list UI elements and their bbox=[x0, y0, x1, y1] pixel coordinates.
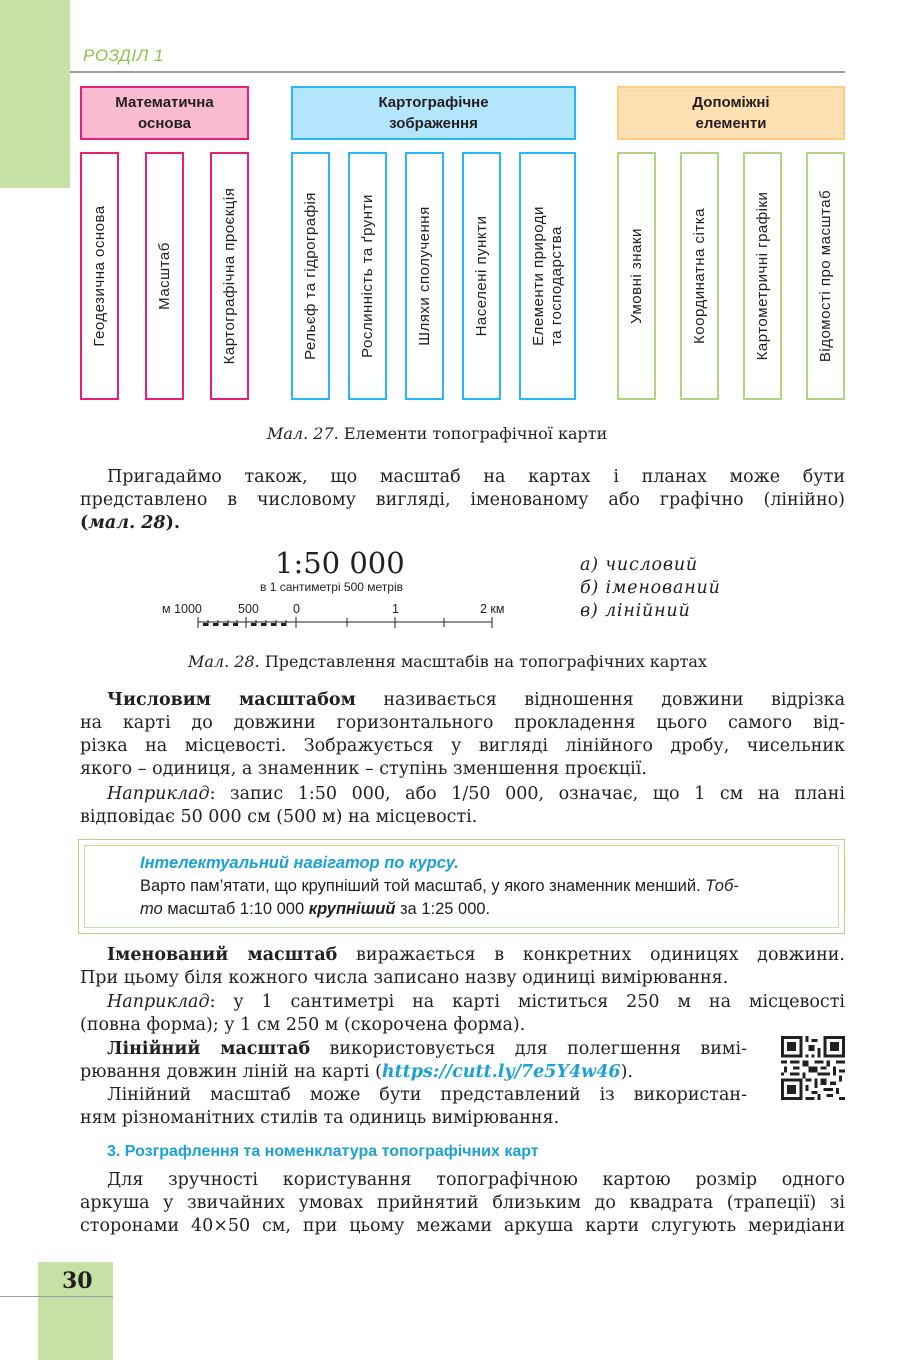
text: аркуша у звичайних умовах прийнятий близьким до квадрата (трапеції) зі bbox=[80, 1193, 845, 1213]
item-label: Картографічна проєкція bbox=[220, 187, 238, 365]
figure-ref: мал. 28 bbox=[88, 513, 166, 533]
item-label: Картометричні графіки bbox=[753, 191, 771, 361]
para4-line2 bbox=[80, 1193, 845, 1213]
example-label: Наприклад bbox=[107, 784, 210, 804]
text: різка на місцевості. Зображується у вигляді лінійного дробу, чисельник bbox=[80, 736, 845, 756]
named-scale: в 1 сантиметрі 500 метрів bbox=[260, 580, 404, 594]
text: Пригадаймо також, що масштаб на картах і планах може бути bbox=[107, 467, 845, 487]
item-label: Відомості про масштаб bbox=[816, 189, 834, 363]
group-header-math bbox=[80, 86, 249, 140]
text: використовується для полегшення вимі- bbox=[310, 1039, 748, 1059]
group-title-line: Допоміжні bbox=[692, 94, 770, 111]
term: Лінійний масштаб bbox=[107, 1039, 311, 1059]
text: виражається в конкретних одиницях довжини. bbox=[337, 945, 845, 965]
text: сторонами 40×50 см, при цьому межами аркуша карти слугують меридіани bbox=[80, 1216, 845, 1236]
scale-kind-named: б) іменований bbox=[580, 578, 721, 598]
numeric-scale: 1:50 000 bbox=[275, 546, 405, 580]
text: Тоб- bbox=[705, 877, 739, 895]
text: ). bbox=[620, 1062, 633, 1082]
para2-line5 bbox=[107, 784, 845, 804]
text: представлено в числовому вигляді, іменованому або графічно (лінійно) bbox=[80, 490, 845, 510]
item-label: Шляхи сполучення bbox=[415, 206, 433, 346]
linear-scale-bar bbox=[195, 614, 500, 630]
figure-text: Елементи топографічної карти bbox=[338, 424, 608, 443]
navigator-line1 bbox=[140, 877, 739, 896]
text: При цьому біля кожного числа записано назву одиниці вимірювання. bbox=[80, 968, 729, 988]
para2-line2 bbox=[80, 713, 845, 733]
item-label: Рослинність та ґрунти bbox=[358, 194, 376, 358]
text: Лінійний масштаб може бути представлений із використан- bbox=[107, 1085, 747, 1105]
para3-line8 bbox=[80, 1108, 845, 1128]
item-label: Рельєф та гідрографія bbox=[301, 192, 319, 360]
item-legend-signs bbox=[617, 152, 656, 400]
para3-line6 bbox=[80, 1062, 747, 1082]
item-grid bbox=[680, 152, 719, 400]
emphasis: крупніший bbox=[308, 900, 396, 918]
para1-line1 bbox=[107, 467, 845, 487]
text: масштаб 1:10 000 bbox=[162, 900, 309, 918]
text: називається відношення довжини відрізка bbox=[355, 690, 845, 710]
text: ). bbox=[165, 513, 180, 533]
para2-line3 bbox=[80, 736, 845, 756]
text: якого – одиниця, а знаменник – ступінь зменшення проєкції. bbox=[80, 759, 647, 779]
chapter-tab bbox=[0, 0, 70, 188]
text: за 1:25 000. bbox=[395, 900, 491, 918]
term: Іменований масштаб bbox=[107, 945, 338, 965]
text: на карті до довжини горизонтального прокладення цього самого від- bbox=[80, 713, 845, 733]
text: (повна форма); у 1 см 250 м (скорочена форма). bbox=[80, 1015, 526, 1035]
text: : у 1 сантиметрі на карті міститься 250 м на місцевості bbox=[209, 992, 845, 1012]
resource-link[interactable]: https://cutt.ly/7e5Y4w46 bbox=[381, 1062, 621, 1082]
scale-tick-label: м 1000 bbox=[162, 602, 202, 616]
figure-label: Мал. 28. bbox=[188, 652, 260, 671]
scale-tick-label: 0 bbox=[293, 602, 300, 616]
item-scale-info bbox=[806, 152, 845, 400]
footer-rule bbox=[0, 1296, 113, 1297]
header-rule bbox=[70, 71, 845, 73]
section-3-heading: 3. Розграфлення та номенклатура топографічних карт bbox=[107, 1143, 539, 1160]
text: то bbox=[140, 900, 163, 918]
item-routes bbox=[405, 152, 444, 400]
group-title-line: елементи bbox=[695, 115, 767, 132]
group-title-line: основа bbox=[138, 115, 191, 132]
section-label: РОЗДІЛ 1 bbox=[83, 46, 164, 65]
figure-label: Мал. 27. bbox=[267, 424, 339, 443]
item-label-two-line bbox=[530, 206, 566, 346]
example-label: Наприклад bbox=[107, 992, 210, 1012]
para2-line6 bbox=[80, 807, 845, 827]
figure-text: Представлення масштабів на топографічних картах bbox=[259, 652, 707, 671]
para2-line4 bbox=[80, 759, 845, 779]
text: Для зручності користування топографічною картою розмір одного bbox=[107, 1170, 845, 1190]
item-relief bbox=[291, 152, 330, 400]
para3-line3 bbox=[107, 992, 845, 1012]
term: Числовим масштабом bbox=[107, 690, 356, 710]
item-label: та господарства bbox=[547, 226, 565, 346]
group-header-aux bbox=[617, 86, 845, 140]
text: рювання довжин ліній на карті ( bbox=[80, 1062, 382, 1082]
para1-line3 bbox=[80, 513, 845, 533]
item-vegetation bbox=[348, 152, 387, 400]
scale-tick-label: 500 bbox=[238, 602, 259, 616]
group-title-line: Математична bbox=[115, 94, 214, 111]
item-label: Умовні знаки bbox=[627, 228, 645, 324]
text: : запис 1:50 000, або 1/50 000, означає, що 1 см на плані bbox=[209, 784, 845, 804]
para4-line1 bbox=[107, 1170, 845, 1190]
para3-line5 bbox=[107, 1039, 747, 1059]
group-header-carto bbox=[291, 86, 576, 140]
item-geodetic-basis bbox=[80, 152, 119, 400]
para3-line2 bbox=[80, 968, 845, 988]
item-scale bbox=[145, 152, 184, 400]
item-label: Координатна сітка bbox=[690, 208, 708, 344]
item-cartometric bbox=[743, 152, 782, 400]
para1-line2 bbox=[80, 490, 845, 510]
item-label: Масштаб bbox=[155, 242, 173, 310]
para3-line7 bbox=[107, 1085, 747, 1105]
text: ням різноманітних стилів та одиниць вимірювання. bbox=[80, 1108, 560, 1128]
scale-tick-label: 2 км bbox=[480, 602, 505, 616]
figure-28-caption bbox=[188, 652, 707, 671]
text: ( bbox=[80, 513, 89, 533]
page-number: 30 bbox=[62, 1268, 93, 1294]
text: Варто пам’ятати, що крупніший той масштаб, у якого знаменник менший. bbox=[140, 877, 706, 895]
para3-line1 bbox=[107, 945, 845, 965]
scale-kind-numeric: а) числовий bbox=[580, 555, 698, 575]
para4-line3 bbox=[80, 1216, 845, 1236]
item-label: Геодезична основа bbox=[90, 205, 108, 347]
navigator-title: Інтелектуальний навігатор по курсу. bbox=[140, 854, 459, 872]
scale-tick-label: 1 bbox=[392, 602, 399, 616]
scale-kind-linear: в) лінійний bbox=[580, 601, 691, 621]
text: відповідає 50 000 см (500 м) на місцевості. bbox=[80, 807, 478, 827]
item-label: Населені пункти bbox=[472, 215, 490, 337]
para3-line4 bbox=[80, 1015, 845, 1035]
navigator-line2 bbox=[140, 900, 490, 919]
group-title-line: Картографічне bbox=[378, 94, 489, 111]
item-settlements bbox=[462, 152, 501, 400]
item-nature-economy bbox=[519, 152, 576, 400]
para2-line1 bbox=[107, 690, 845, 710]
qr-code[interactable] bbox=[781, 1036, 845, 1100]
group-title-line: зображення bbox=[389, 115, 478, 132]
item-label: Елементи природи bbox=[529, 206, 547, 346]
figure-27-caption bbox=[267, 424, 607, 443]
item-projection bbox=[210, 152, 249, 400]
